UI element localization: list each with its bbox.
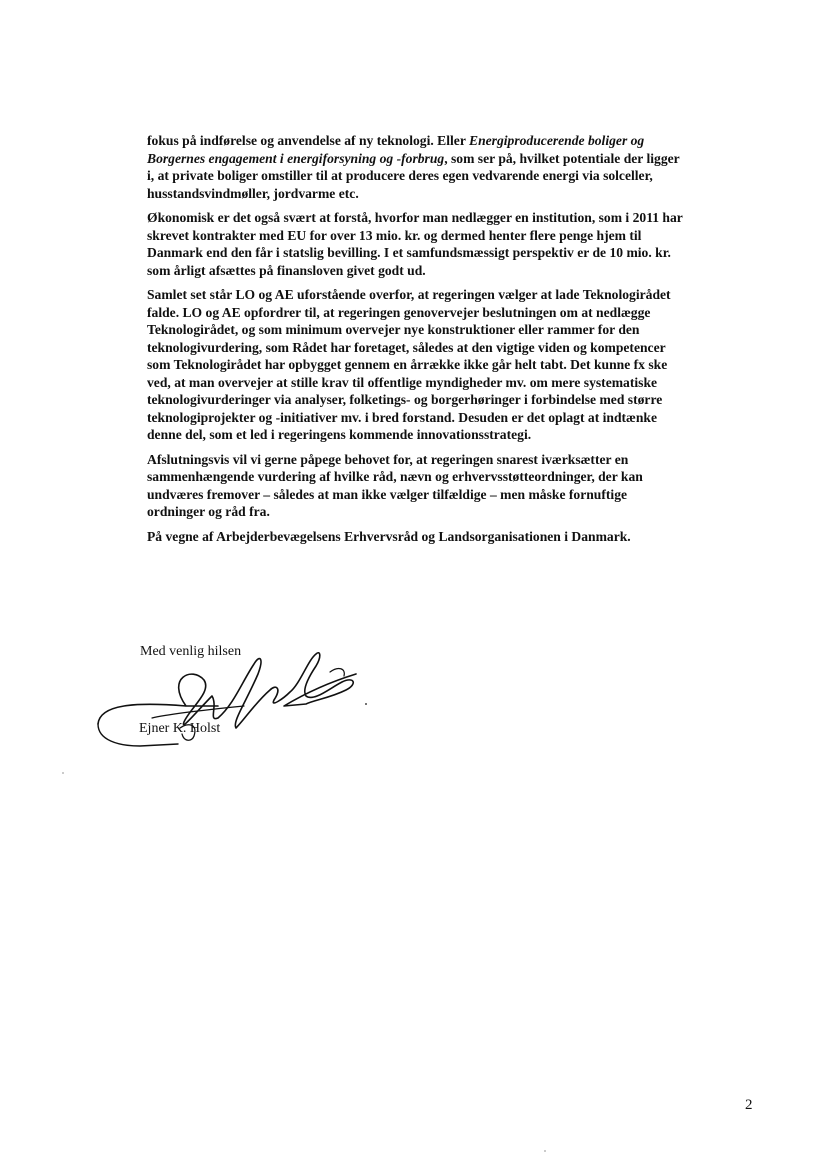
paragraph-1-emphasis: Energiproducerende boliger og Borgernes engagement i energiforsyning og -forbrug [147,133,645,166]
paragraph-2: Økonomisk er det også svært at forstå, hvorfor man nedlægger en institution, som i 2011 har skrevet kontrakter med EU for over 13 mio. kr. og dermed henter flere penge hjem til Danmark end den får i statslig bevilling. I et samfundsmæssigt perspektiv er de 10 mio. kr. som årligt afsættes på finansloven givet godt ud. [147,210,683,278]
paragraph-3: Samlet set står LO og AE uforstående overfor, at regeringen vælger at lade Teknologirådet falde. LO og AE opfordrer til, at regeringen genovervejer beslutningen om at nedlægge Teknologirådet, og som minimum overvejer nye konstruktioner eller rammer for den teknologivurdering, som Rådet har foretaget, således at den vigtige viden og kompetencer som Teknologirådet har opbygget gennem en årrække ikke går helt tabt. Det kunne fx ske ved, at man overvejer at stille krav til offentlige myndigheder mv. om mere systematiske teknologivurderinger via analyser, folketings- og borgerhøringer i forbindelse med større teknologiprojekter og -initiativer mv. i bred forstand. Desuden er det oplagt at indtænke denne del, som et led i regeringens kommende innovationsstrategi. [147,287,671,442]
handwritten-signature [94,648,374,750]
letter-body [147,132,687,552]
scan-speck [544,1150,546,1152]
closing-greeting: Med venlig hilsen [140,644,242,659]
paragraph-5: På vegne af Arbejderbevægelsens Erhvervsråd og Landsorganisationen i Danmark. [147,528,631,544]
paragraph-1 [147,132,687,202]
paragraph-1-text-end: , som ser på, hvilket potentiale der ligger i, at private boliger omstiller til at producere deres egen vedvarende energi via solceller, husstandsvindmøller, jordvarme etc. [147,150,680,201]
scan-speck [62,772,64,774]
page-number: 2 [745,1097,753,1113]
paragraph-1-text: fokus på indførelse og anvendelse af ny teknologi. Eller [147,133,470,148]
signer-name: Ejner K. Holst [139,721,221,736]
paragraph-4: Afslutningsvis vil vi gerne påpege behovet for, at regeringen snarest iværksætter en sammenhængende vurdering af hvilke råd, nævn og erhvervsstøtteordninger, der kan undværes fremover – således at man ikke vælger tilfældige – men måske fornuftige ordninger og råd fra. [147,451,643,519]
